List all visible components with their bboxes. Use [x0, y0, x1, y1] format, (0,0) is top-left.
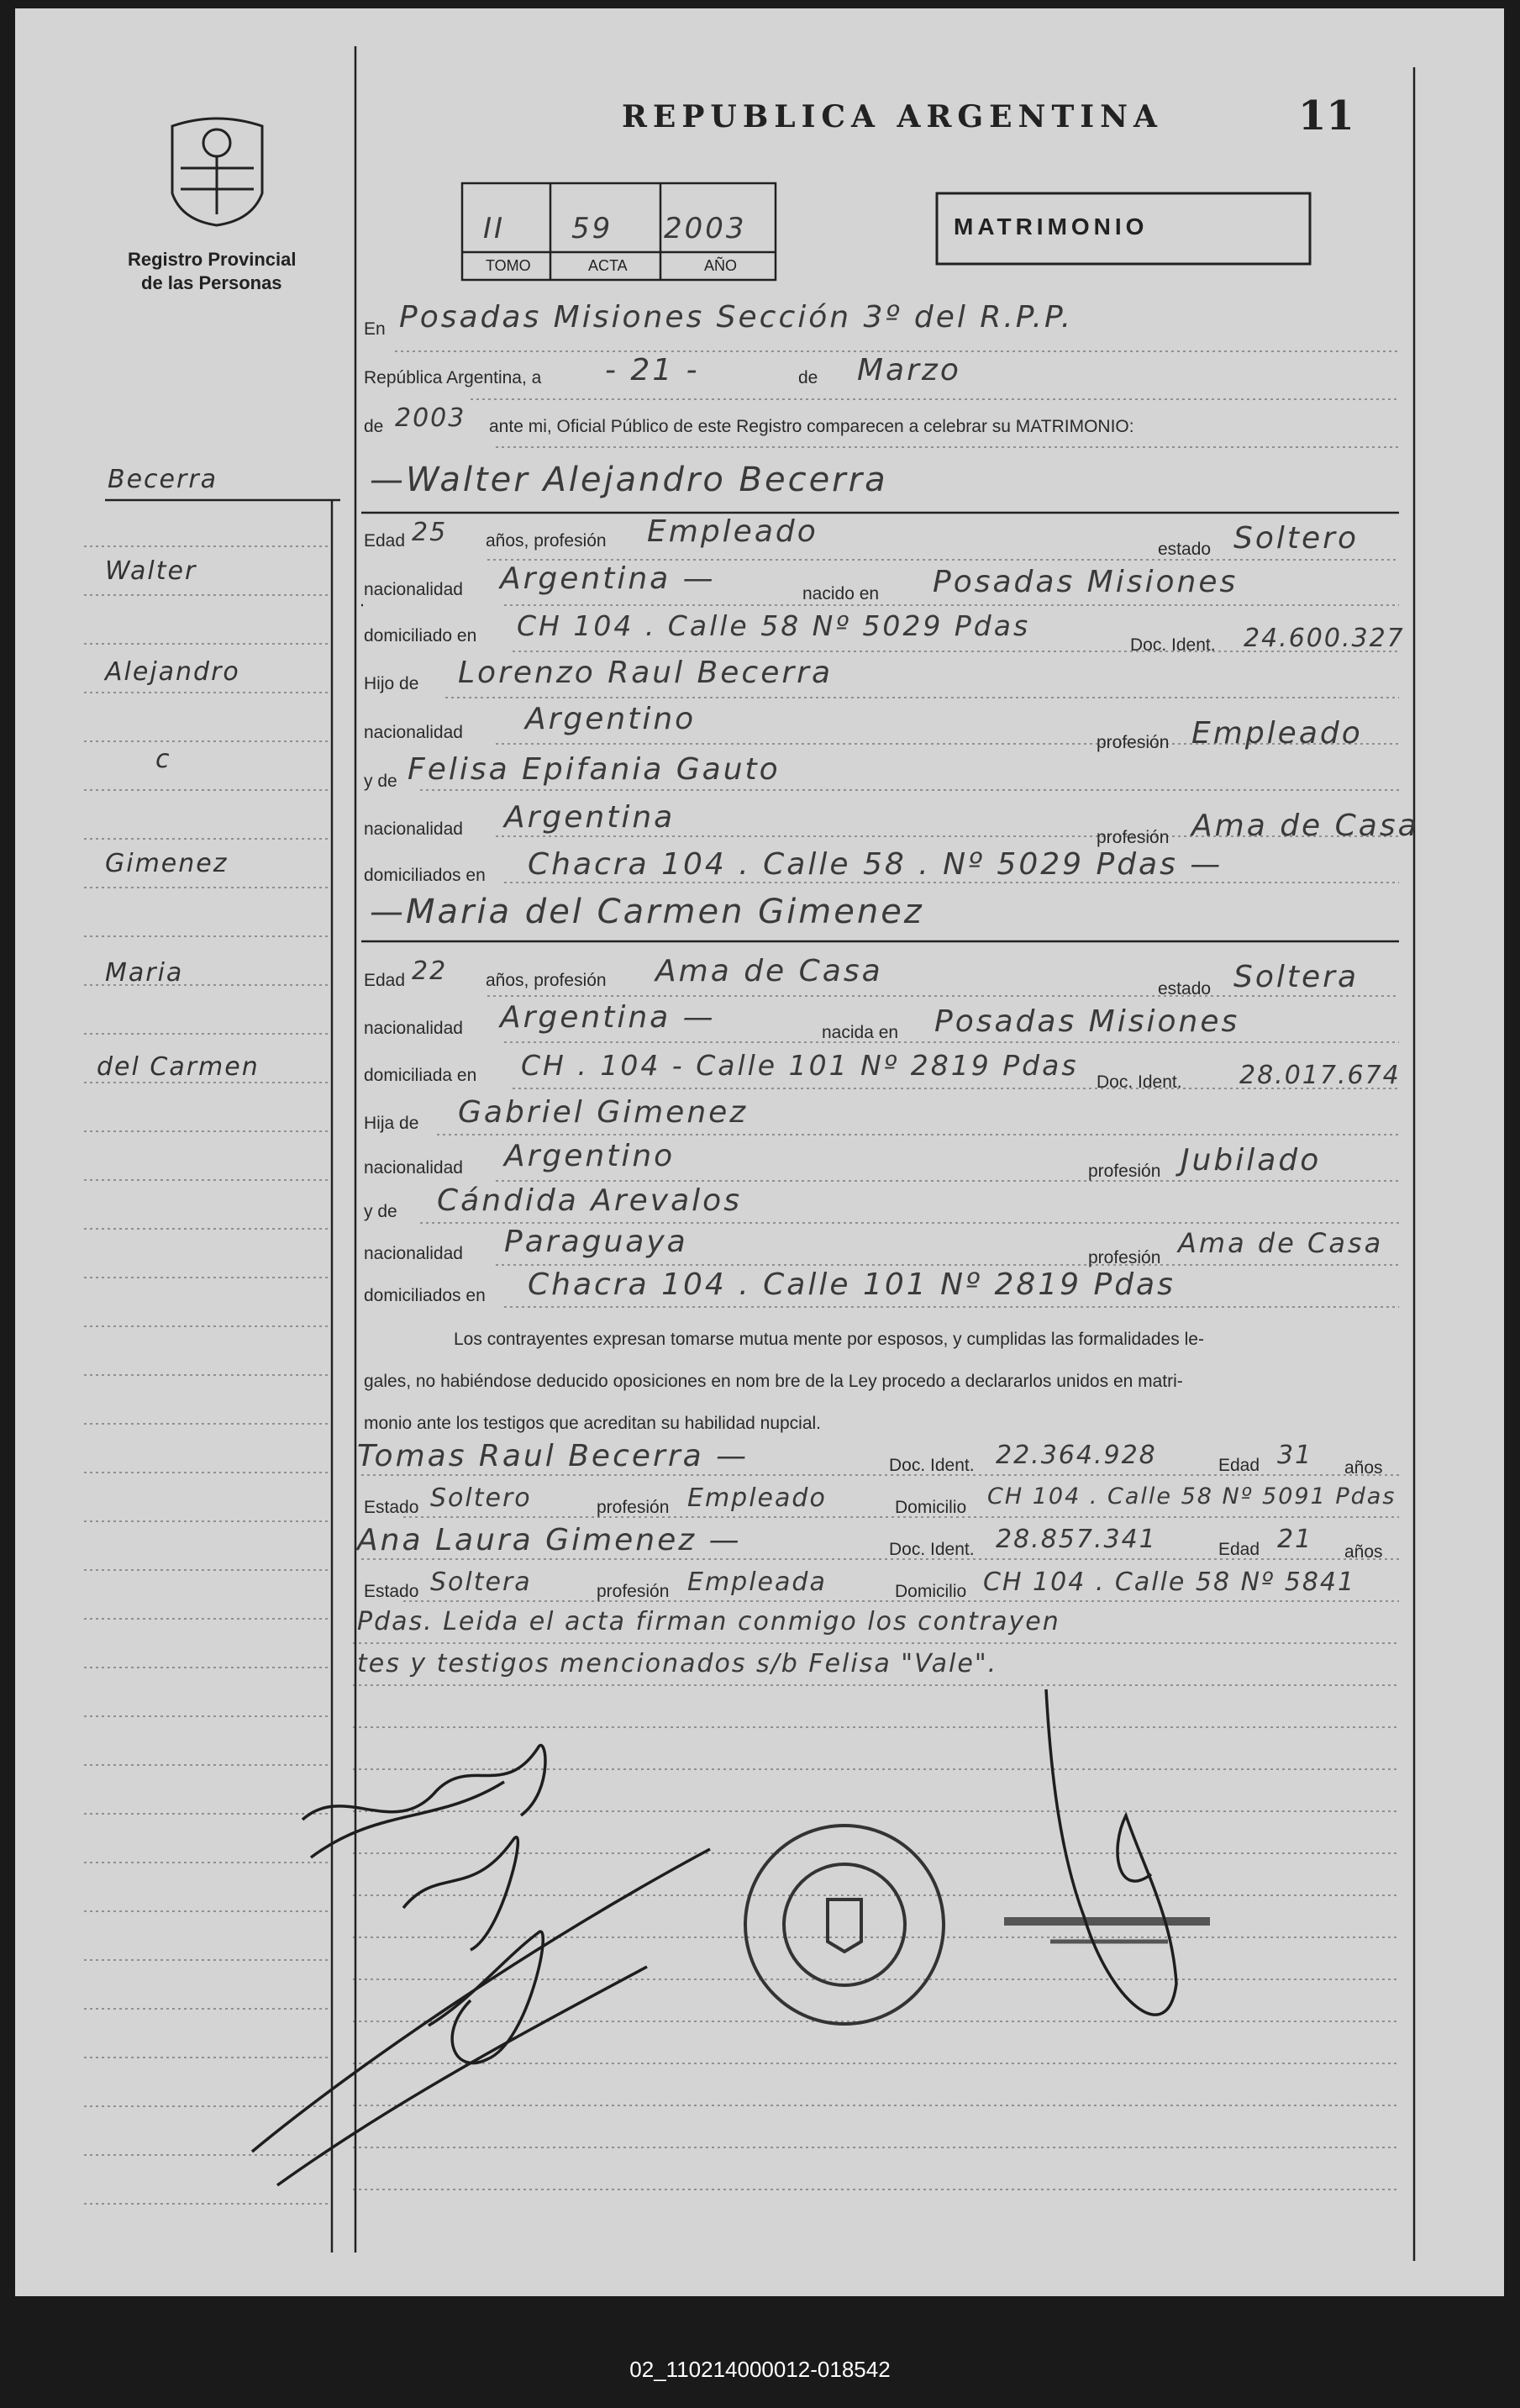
yde2-label: y de: [364, 1202, 397, 1221]
witness2-age: 21: [1277, 1525, 1313, 1554]
witness2-address: CH 104 . Calle 58 Nº 5841: [983, 1568, 1356, 1597]
nacido-label: nacido en: [802, 584, 880, 603]
mother2-prof-label: profesión: [1088, 1248, 1161, 1267]
groom-nationality: Argentina —: [500, 561, 716, 596]
country-heading: REPUBLICA ARGENTINA: [622, 99, 1163, 134]
witness2-doc-label: Doc. Ident.: [889, 1540, 975, 1559]
witness2-name: Ana Laura Gimenez —: [357, 1523, 742, 1557]
bride-birthplace: Posadas Misiones: [934, 1004, 1240, 1039]
witness1-estado-label: Estado: [364, 1498, 419, 1517]
mother1-prof-label: profesión: [1097, 828, 1170, 847]
bride-nationality: Argentina —: [500, 1000, 716, 1035]
bride-estado-label: estado: [1158, 979, 1212, 999]
bride-age: 22: [412, 956, 448, 986]
hija-label: Hija de: [364, 1114, 419, 1133]
certificate-type: MATRIMONIO: [954, 213, 1149, 240]
edad-label: Edad: [364, 531, 406, 551]
bride-doc: 28.017.674: [1239, 1061, 1401, 1090]
legal-text-1: Los contrayentes expresan tomarse mutua mente por esposos, y cumplidas las formalidades le-: [454, 1330, 1204, 1349]
bride-parents-address: Chacra 104 . Calle 101 Nº 2819 Pdas: [528, 1267, 1176, 1302]
witness1-name: Tomas Raul Becerra —: [357, 1439, 749, 1473]
margin-surname: Becerra: [108, 465, 218, 494]
margin-bride-surname: Gimenez: [105, 849, 229, 878]
nacida-label: nacida en: [822, 1023, 899, 1042]
witness1-dom-label: Domicilio: [895, 1498, 967, 1517]
place-value: Posadas Misiones Sección 3º del R.P.P.: [399, 300, 1074, 335]
bride-doc-label: Doc. Ident.: [1097, 1072, 1182, 1092]
appear-text: ante mi, Oficial Público de este Registro comparecen a celebrar su MATRIMONIO:: [489, 417, 1134, 436]
year-value: 2003: [395, 403, 466, 433]
groom-doc: 24.600.327: [1244, 624, 1405, 653]
de2-label: de: [364, 417, 384, 436]
margin-middlename: Alejandro: [105, 657, 240, 687]
tomo-value: II: [483, 212, 506, 245]
domiciliados2-label: domiciliados en: [364, 1286, 486, 1305]
witness1-doc: 22.364.928: [996, 1441, 1157, 1470]
groom-parents-address: Chacra 104 . Calle 58 . Nº 5029 Pdas —: [528, 847, 1223, 882]
witness2-dom-label: Domicilio: [895, 1582, 967, 1601]
witness2-prof-label: profesión: [597, 1582, 670, 1601]
groom-father: Lorenzo Raul Becerra: [458, 656, 833, 690]
domiciliada-label: domiciliada en: [364, 1066, 477, 1085]
father2-prof-label: profesión: [1088, 1162, 1161, 1181]
groom-name: —Walter Alejandro Becerra: [370, 461, 888, 499]
margin-firstname: Walter: [105, 556, 197, 586]
bride-edad-label: Edad: [364, 971, 406, 990]
nacionalidad-label: nacionalidad: [364, 580, 463, 599]
bride-father: Gabriel Gimenez: [458, 1095, 749, 1130]
acta-label: ACTA: [588, 257, 628, 274]
father1-prof-label: profesión: [1097, 733, 1170, 752]
father1-nac-label: nacionalidad: [364, 723, 463, 742]
groom-mother-profession: Ama de Casa: [1191, 809, 1419, 843]
registry-name-line1: Registro Provincial: [128, 249, 297, 270]
closing-line-2: tes y testigos mencionados s/b Felisa "Vale".: [357, 1649, 998, 1678]
legal-text-3: monio ante los testigos que acreditan su habilidad nupcial.: [364, 1414, 822, 1433]
father2-nac-label: nacionalidad: [364, 1158, 463, 1178]
witness2-anos-label: años: [1344, 1542, 1383, 1562]
mother2-nac-label: nacionalidad: [364, 1244, 463, 1263]
margin-bride-middlename: del Carmen: [97, 1052, 260, 1082]
month-value: Marzo: [857, 353, 961, 387]
witness2-estado: Soltera: [430, 1568, 532, 1597]
margin-bride-firstname: Maria: [105, 958, 184, 988]
groom-birthplace: Posadas Misiones: [933, 565, 1239, 599]
bride-mother-profession: Ama de Casa: [1178, 1227, 1384, 1259]
doc-label: Doc. Ident.: [1130, 635, 1216, 655]
domiciliados-label: domiciliados en: [364, 866, 486, 885]
republic-label: República Argentina, a: [364, 368, 542, 387]
bride-name: —Maria del Carmen Gimenez: [370, 893, 924, 931]
ano-label: AÑO: [704, 257, 738, 274]
witness2-profession: Empleada: [687, 1568, 827, 1597]
margin-conjunction: c: [155, 745, 171, 774]
witness1-address: CH 104 . Calle 58 Nº 5091 Pdas: [987, 1483, 1396, 1510]
day-value: - 21 -: [605, 353, 700, 387]
groom-mother: Felisa Epifania Gauto: [408, 752, 781, 787]
groom-age: 25: [412, 518, 448, 547]
official-seal-bar: [1004, 1921, 1210, 1942]
groom-mother-nationality: Argentina: [504, 800, 676, 835]
de-label: de: [798, 368, 818, 387]
groom-father-nationality: Argentino: [525, 702, 697, 736]
groom-father-profession: Empleado: [1191, 716, 1363, 751]
groom-profession: Empleado: [647, 514, 818, 549]
anos-profesion-label: años, profesión: [486, 531, 607, 551]
witness1-profession: Empleado: [687, 1483, 827, 1513]
bride-estado: Soltera: [1233, 960, 1360, 994]
en-label: En: [364, 319, 386, 339]
witness1-edad-label: Edad: [1218, 1456, 1260, 1475]
witness1-estado: Soltero: [430, 1483, 532, 1513]
bride-profession: Ama de Casa: [655, 954, 883, 988]
groom-address: CH 104 . Calle 58 Nº 5029 Pdas: [517, 609, 1031, 642]
witness2-doc: 28.857.341: [996, 1525, 1157, 1554]
bride-father-nationality: Argentino: [504, 1139, 676, 1173]
yde-label: y de: [364, 772, 397, 791]
bride-nac-label: nacionalidad: [364, 1019, 463, 1038]
witness1-prof-label: profesión: [597, 1498, 670, 1517]
domiciliado-label: domiciliado en: [364, 626, 477, 645]
witness1-doc-label: Doc. Ident.: [889, 1456, 975, 1475]
bride-address: CH . 104 - Calle 101 Nº 2819 Pdas: [521, 1049, 1079, 1082]
image-id-caption: 02_110214000012-018542: [629, 2357, 891, 2382]
mother1-nac-label: nacionalidad: [364, 819, 463, 839]
bride-father-profession: Jubilado: [1181, 1143, 1322, 1178]
registry-name-line2: de las Personas: [141, 272, 282, 293]
bride-mother: Cándida Arevalos: [437, 1183, 742, 1218]
page-number: 11: [1298, 92, 1354, 140]
groom-estado: Soltero: [1233, 521, 1359, 556]
witness2-estado-label: Estado: [364, 1582, 419, 1601]
legal-text-2: gales, no habiéndose deducido oposiciones en nom bre de la Ley procedo a declararlos unidos en matri-: [364, 1372, 1183, 1391]
hijo-label: Hijo de: [364, 674, 419, 693]
crest-icon: [172, 119, 262, 225]
bride-anos-profesion-label: años, profesión: [486, 971, 607, 990]
tomo-label: TOMO: [486, 257, 531, 274]
acta-value: 59: [571, 212, 613, 245]
closing-line-1: Pdas. Leida el acta firman conmigo los contrayen: [357, 1607, 1060, 1636]
registry-stamp-icon: [745, 1826, 944, 2024]
witness1-anos-label: años: [1344, 1458, 1383, 1478]
witness1-age: 31: [1277, 1441, 1313, 1470]
estado-label: estado: [1158, 540, 1212, 559]
ano-value: 2003: [664, 212, 747, 245]
bride-mother-nationality: Paraguaya: [504, 1225, 688, 1259]
witness2-edad-label: Edad: [1218, 1540, 1260, 1559]
